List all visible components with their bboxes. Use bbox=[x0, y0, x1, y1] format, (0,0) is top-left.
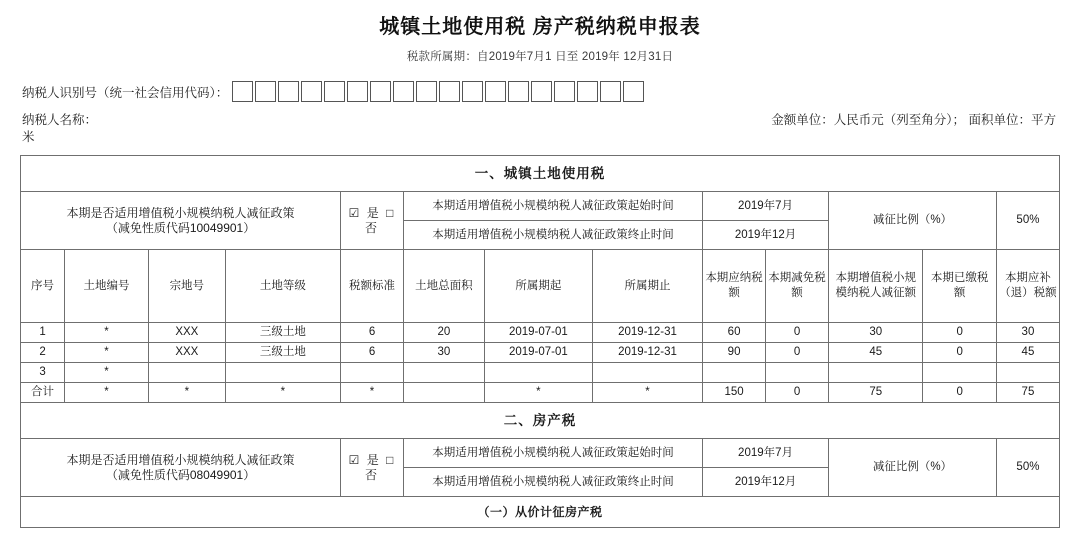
section1-policy-yes-option[interactable] bbox=[343, 206, 401, 221]
table-row bbox=[21, 323, 1060, 343]
taxpayer-id-box[interactable] bbox=[554, 81, 575, 102]
section1-title-row bbox=[21, 156, 1060, 192]
column-header-12: 本期应补（退）税额 bbox=[996, 250, 1059, 323]
section1-title: 一、城镇土地使用税 bbox=[21, 156, 1060, 192]
taxpayer-id-label: 纳税人识别号（统一社会信用代码）： bbox=[22, 85, 229, 100]
cell-r1-c11: 0 bbox=[923, 343, 996, 363]
cell-r0-c3: 三级土地 bbox=[225, 323, 340, 343]
taxpayer-id-box[interactable] bbox=[623, 81, 644, 102]
section1-policy-checkbox-cell[interactable] bbox=[341, 192, 404, 250]
taxpayer-id-box[interactable] bbox=[462, 81, 483, 102]
cell-r1-c1: * bbox=[65, 343, 149, 363]
cell-r2-c4 bbox=[341, 363, 404, 383]
cell-r0-c1: * bbox=[65, 323, 149, 343]
section2-subsection-row bbox=[21, 497, 1060, 528]
section2-policy-code-note: （减免性质代码08049901） bbox=[105, 467, 256, 482]
section2-policy-row-1 bbox=[21, 439, 1060, 468]
unchecked-box-icon[interactable]: □ bbox=[386, 452, 396, 467]
cell-r1-c7: 2019-12-31 bbox=[592, 343, 702, 363]
cell-r1-c9: 0 bbox=[766, 343, 829, 363]
cell-r2-c7 bbox=[592, 363, 702, 383]
taxpayer-id-box[interactable] bbox=[301, 81, 322, 102]
table-row bbox=[21, 343, 1060, 363]
cell-r0-c11: 0 bbox=[923, 323, 996, 343]
cell-r0-c2: XXX bbox=[149, 323, 226, 343]
taxpayer-id-box[interactable] bbox=[232, 81, 253, 102]
section1-policy-question-text: 本期是否适用增值税小规模纳税人减征政策 bbox=[66, 205, 295, 220]
column-header-7: 所属期止 bbox=[592, 250, 702, 323]
section1-policy-end-label: 本期适用增值税小规模纳税人减征政策终止时间 bbox=[404, 221, 703, 250]
taxpayer-id-box[interactable] bbox=[416, 81, 437, 102]
section2-policy-no-label: 否 bbox=[365, 467, 380, 482]
column-header-6: 所属期起 bbox=[484, 250, 592, 323]
section1-policy-start-label: 本期适用增值税小规模纳税人减征政策起始时间 bbox=[404, 192, 703, 221]
unchecked-box-icon[interactable]: □ bbox=[386, 205, 396, 220]
taxpayer-id-box[interactable] bbox=[508, 81, 529, 102]
cell-r0-c9: 0 bbox=[766, 323, 829, 343]
table-row bbox=[21, 363, 1060, 383]
cell-r0-c8: 60 bbox=[703, 323, 766, 343]
checked-box-icon[interactable]: ☑ bbox=[348, 205, 362, 220]
taxpayer-id-box[interactable] bbox=[600, 81, 621, 102]
section1-ratio-value: 50% bbox=[996, 192, 1059, 250]
section1-policy-question bbox=[21, 192, 341, 250]
cell-r0-c4: 6 bbox=[341, 323, 404, 343]
column-header-8: 本期应纳税额 bbox=[703, 250, 766, 323]
section1-policy-no-label: 否 bbox=[365, 220, 380, 235]
cell-r3-c12: 75 bbox=[996, 383, 1059, 403]
section2-policy-start-value: 2019年7月 bbox=[703, 439, 829, 468]
section1-policy-row-1 bbox=[21, 192, 1060, 221]
cell-r1-c2: XXX bbox=[149, 343, 226, 363]
section2-policy-end-label: 本期适用增值税小规模纳税人减征政策终止时间 bbox=[404, 468, 703, 497]
cell-r2-c2 bbox=[149, 363, 226, 383]
cell-r3-c8: 150 bbox=[703, 383, 766, 403]
cell-r1-c4: 6 bbox=[341, 343, 404, 363]
cell-r1-c3: 三级土地 bbox=[225, 343, 340, 363]
taxpayer-id-box[interactable] bbox=[255, 81, 276, 102]
cell-r3-c5 bbox=[404, 383, 485, 403]
section2-policy-yes-option[interactable] bbox=[343, 453, 401, 468]
units-note: 金额单位：人民币元（列至角分）； 面积单位：平方 bbox=[771, 113, 1056, 127]
cell-r2-c3 bbox=[225, 363, 340, 383]
section2-policy-yes-label: 是 bbox=[366, 452, 381, 467]
taxpayer-id-box[interactable] bbox=[278, 81, 299, 102]
cell-r3-c3: * bbox=[225, 383, 340, 403]
cell-r2-c12 bbox=[996, 363, 1059, 383]
taxpayer-id-box[interactable] bbox=[577, 81, 598, 102]
taxpayer-id-row bbox=[0, 81, 1080, 102]
column-header-0: 序号 bbox=[21, 250, 65, 323]
column-header-3: 土地等级 bbox=[225, 250, 340, 323]
section2-policy-start-label: 本期适用增值税小规模纳税人减征政策起始时间 bbox=[404, 439, 703, 468]
section2-policy-question bbox=[21, 439, 341, 497]
section1-policy-code-note: （减免性质代码10049901） bbox=[105, 220, 256, 235]
cell-r3-c0: 合计 bbox=[21, 383, 65, 403]
checked-box-icon[interactable]: ☑ bbox=[348, 452, 362, 467]
taxpayer-id-input-boxes[interactable] bbox=[232, 81, 646, 102]
cell-r2-c6 bbox=[484, 363, 592, 383]
cell-r3-c6: * bbox=[484, 383, 592, 403]
cell-r2-c10 bbox=[829, 363, 923, 383]
section1-policy-start-value: 2019年7月 bbox=[703, 192, 829, 221]
section2-subsection-title: （一）从价计征房产税 bbox=[21, 497, 1060, 528]
column-header-11: 本期已缴税额 bbox=[923, 250, 996, 323]
cell-r1-c0: 2 bbox=[21, 343, 65, 363]
cell-r3-c9: 0 bbox=[766, 383, 829, 403]
taxpayer-id-box[interactable] bbox=[439, 81, 460, 102]
cell-r0-c10: 30 bbox=[829, 323, 923, 343]
cell-r3-c4: * bbox=[341, 383, 404, 403]
section2-policy-checkbox-cell[interactable] bbox=[341, 439, 404, 497]
tax-form-table bbox=[20, 155, 1060, 528]
cell-r1-c12: 45 bbox=[996, 343, 1059, 363]
units-note-wrap: 米 bbox=[22, 130, 35, 144]
section2-policy-question-text: 本期是否适用增值税小规模纳税人减征政策 bbox=[66, 452, 295, 467]
form-table-container bbox=[20, 155, 1060, 528]
section2-title-row bbox=[21, 403, 1060, 439]
taxpayer-id-box[interactable] bbox=[393, 81, 414, 102]
column-header-5: 土地总面积 bbox=[404, 250, 485, 323]
section1-policy-end-value: 2019年12月 bbox=[703, 221, 829, 250]
column-header-9: 本期减免税额 bbox=[766, 250, 829, 323]
taxpayer-id-box[interactable] bbox=[531, 81, 552, 102]
column-header-2: 宗地号 bbox=[149, 250, 226, 323]
section1-ratio-label: 减征比例（%） bbox=[829, 192, 997, 250]
section2-policy-end-value: 2019年12月 bbox=[703, 468, 829, 497]
taxpayer-id-box[interactable] bbox=[347, 81, 368, 102]
cell-r1-c8: 90 bbox=[703, 343, 766, 363]
cell-r2-c5 bbox=[404, 363, 485, 383]
cell-r2-c1: * bbox=[65, 363, 149, 383]
section1-policy-yes-label: 是 bbox=[366, 205, 381, 220]
cell-r3-c1: * bbox=[65, 383, 149, 403]
cell-r2-c11 bbox=[923, 363, 996, 383]
section2-ratio-value: 50% bbox=[996, 439, 1059, 497]
taxpayer-name-label: 纳税人名称： bbox=[22, 113, 98, 127]
taxpayer-id-box[interactable] bbox=[370, 81, 391, 102]
cell-r0-c5: 20 bbox=[404, 323, 485, 343]
tax-period-subtitle: 税款所属期：自2019年7月1 日至 2019年 12月31日 bbox=[406, 51, 674, 63]
section2-title: 二、房产税 bbox=[21, 403, 1060, 439]
taxpayer-id-box[interactable] bbox=[485, 81, 506, 102]
cell-r3-c2: * bbox=[149, 383, 226, 403]
page-title: 城镇土地使用税 房产税纳税申报表 bbox=[379, 16, 701, 38]
section2-ratio-label: 减征比例（%） bbox=[829, 439, 997, 497]
cell-r3-c11: 0 bbox=[923, 383, 996, 403]
cell-r3-c7: * bbox=[592, 383, 702, 403]
column-header-4: 税额标准 bbox=[341, 250, 404, 323]
table-body bbox=[21, 323, 1060, 403]
cell-r0-c12: 30 bbox=[996, 323, 1059, 343]
cell-r2-c9 bbox=[766, 363, 829, 383]
cell-r1-c10: 45 bbox=[829, 343, 923, 363]
taxpayer-id-box[interactable] bbox=[324, 81, 345, 102]
cell-r3-c10: 75 bbox=[829, 383, 923, 403]
cell-r1-c5: 30 bbox=[404, 343, 485, 363]
cell-r0-c6: 2019-07-01 bbox=[484, 323, 592, 343]
taxpayer-name-row bbox=[0, 112, 1080, 129]
cell-r0-c0: 1 bbox=[21, 323, 65, 343]
column-header-1: 土地编号 bbox=[65, 250, 149, 323]
column-header-10: 本期增值税小规模纳税人减征额 bbox=[829, 250, 923, 323]
cell-r1-c6: 2019-07-01 bbox=[484, 343, 592, 363]
table-column-header-row bbox=[21, 250, 1060, 323]
cell-r2-c8 bbox=[703, 363, 766, 383]
cell-r0-c7: 2019-12-31 bbox=[592, 323, 702, 343]
table-total-row bbox=[21, 383, 1060, 403]
cell-r2-c0: 3 bbox=[21, 363, 65, 383]
